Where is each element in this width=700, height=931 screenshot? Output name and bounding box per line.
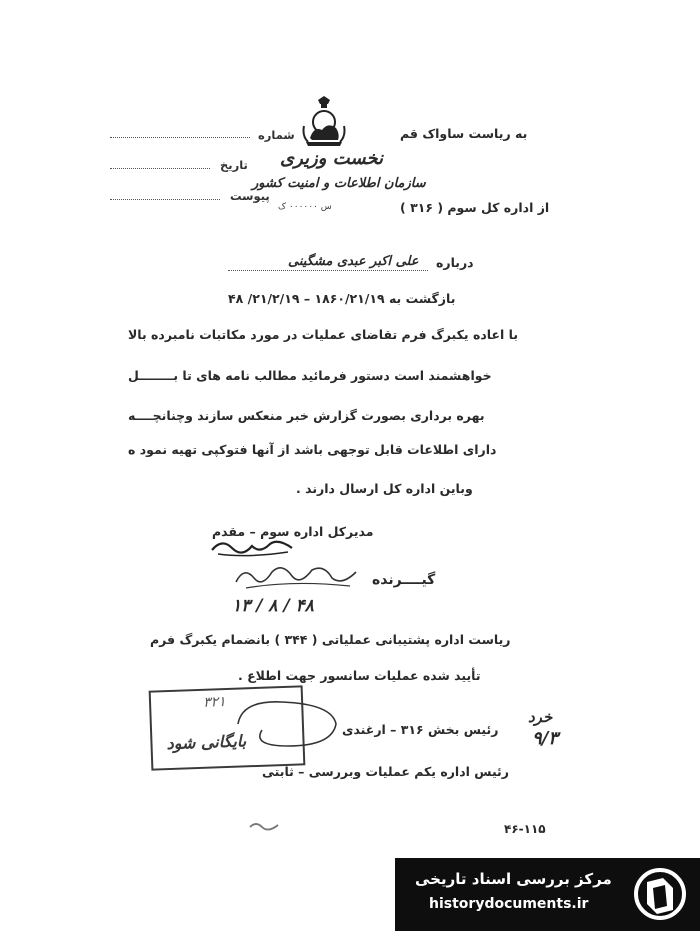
side-note-initial: خرد bbox=[528, 708, 553, 726]
faint-scribble-icon bbox=[248, 819, 280, 833]
recipient-item: تأیید شده عملیات سانسور جهت اطلاع . bbox=[238, 668, 481, 683]
recipient-item: رئیس بخش ۳۱۶ – ارغندی bbox=[342, 722, 499, 737]
attachment-field-line bbox=[110, 199, 220, 200]
recipients-label: گیــــرنده bbox=[372, 572, 436, 588]
archive-logo bbox=[633, 866, 687, 922]
side-note-number: ۹/۳ bbox=[532, 728, 558, 749]
sender-line: از اداره کل سوم ( ۳۱۶ ) bbox=[400, 200, 550, 215]
subject-line bbox=[228, 270, 428, 271]
lion-and-sun-emblem bbox=[300, 96, 348, 148]
book-logo-icon bbox=[633, 866, 687, 922]
faint-mark bbox=[248, 818, 280, 832]
body-line: خواهشمند است دستور فرمائید مطالب نامه های تا بــــــــل bbox=[128, 368, 492, 383]
number-field-label: شماره bbox=[258, 128, 295, 142]
watermark-url: historydocuments.ir bbox=[429, 896, 589, 912]
signature-scribble-icon bbox=[208, 536, 298, 558]
number-field-line bbox=[110, 137, 250, 138]
reference-line: بازگشت به ۱۸۶۰/۲۱/۱۹ – ۲۱/۲/۱۹/ ۴۸ bbox=[228, 291, 456, 306]
handwritten-scribble-icon bbox=[232, 562, 360, 592]
date-field-line bbox=[110, 168, 210, 169]
signature-title: مدیرکل اداره سوم – مقدم bbox=[212, 524, 374, 539]
stamp-loop-mark bbox=[232, 694, 342, 754]
date-field-label: تاریخ bbox=[220, 158, 248, 172]
agency-title: نخست وزیری bbox=[280, 148, 384, 169]
signature bbox=[208, 536, 298, 558]
body-line: وباین اداره کل ارسال دارند . bbox=[296, 481, 473, 496]
recipient-line: به ریاست ساواک قم bbox=[400, 126, 528, 141]
attachment-field-label: پیوست bbox=[230, 189, 270, 203]
subject-name: علی اکبر عبدی مشگینی bbox=[288, 254, 419, 269]
handwritten-note bbox=[232, 562, 360, 592]
subject-prefix: درباره bbox=[436, 255, 474, 270]
agency-reference: س ۰۰۰۰۰۰ ک bbox=[278, 202, 332, 212]
body-line: بهره برداری بصورت گزارش خبر منعکس سازند وچنانچــــه bbox=[128, 408, 485, 423]
stamp-number: ۳۲۱ bbox=[202, 694, 226, 711]
handwritten-date: ۱۳ / ۸ / ۴۸ bbox=[232, 596, 314, 616]
lion-and-sun-icon bbox=[300, 96, 348, 148]
watermark-title: مرکز بررسی اسناد تاریخی bbox=[415, 870, 612, 888]
body-line: با اعاده یکبرگ فرم تقاضای عملیات در مورد مکاتبات نامبرده بالا bbox=[128, 327, 519, 342]
agency-subtitle: سازمان اطلاعات و امنیت کشور bbox=[252, 176, 426, 191]
body-line: دارای اطلاعات قابل توجهی باشد از آنها فتوکپی تهیه نمود ه bbox=[128, 442, 497, 457]
recipient-item: ریاست اداره پشتیبانی عملیاتی ( ۳۴۴ ) بانضمام یکبرگ فرم bbox=[150, 632, 511, 647]
page-number: ۴۶-۱۱۵ bbox=[504, 822, 546, 836]
stamp-text: بایگانی شود bbox=[166, 731, 247, 754]
recipient-item: رئیس اداره یکم عملیات وبررسی – ثابتی bbox=[262, 764, 509, 779]
loop-scribble-icon bbox=[232, 694, 342, 754]
watermark-banner bbox=[395, 858, 700, 931]
